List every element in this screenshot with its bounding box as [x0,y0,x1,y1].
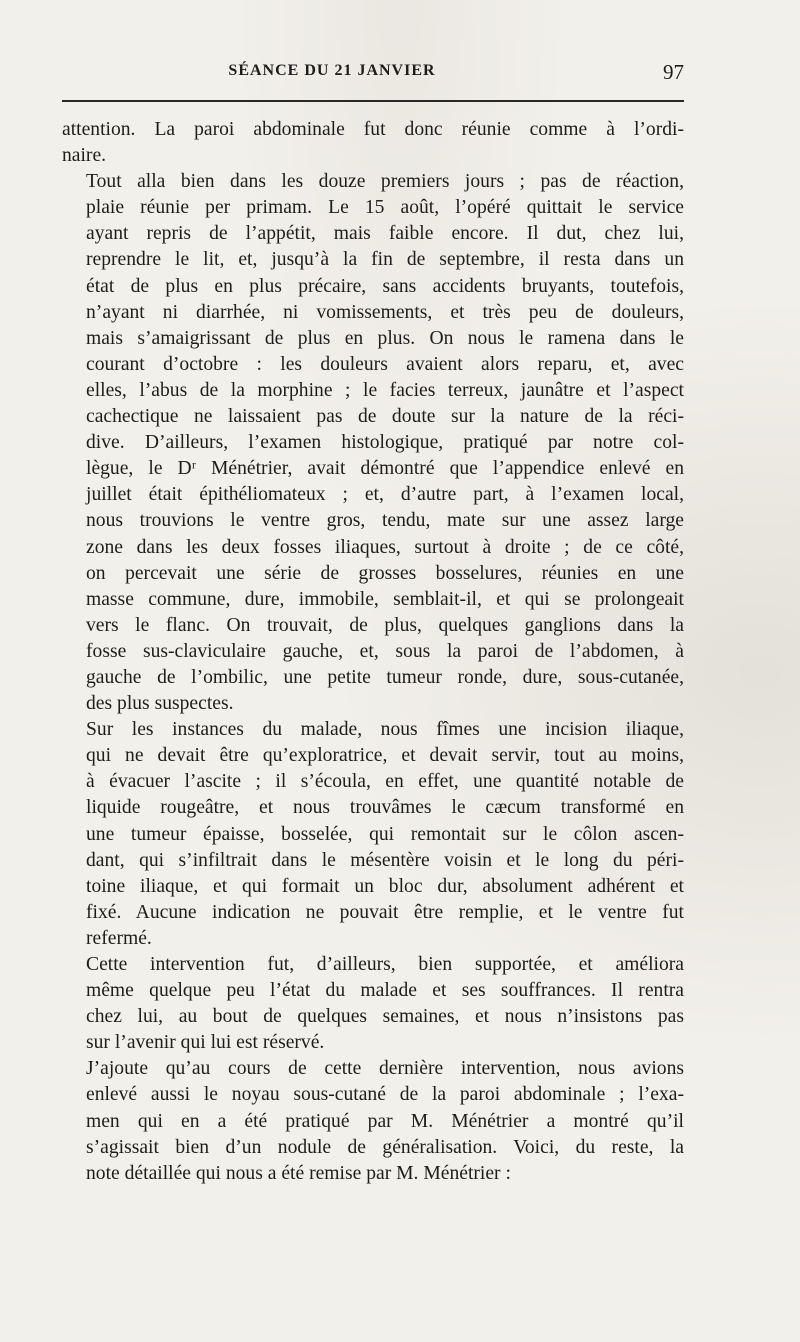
paragraph-5 [62,1056,684,1186]
text-line: des plus suspectes. [86,693,234,715]
paragraph-3 [62,717,684,952]
paragraph-2 [62,169,684,717]
text-line: mais s’amaigrissant de plus en plus. On nous le ramena dans le [86,327,684,349]
text-line: Tout alla bien dans les douze premiers jours ; pas de réaction, [86,171,684,193]
text-line: s’agissait bien d’un nodule de généralisation. Voici, du reste, la [86,1136,684,1158]
text-line: lègue, le Dʳ Ménétrier, avait démontré que l’appendice enlevé en [86,458,684,480]
text-line: plaie réunie per primam. Le 15 août, l’opéré quittait le service [86,197,684,219]
paragraph-4 [62,952,684,1056]
text-line: Cette intervention fut, d’ailleurs, bien supportée, et améliora [86,954,684,975]
text-line: dive. D’ailleurs, l’examen histologique, pratiqué par notre col- [86,432,684,454]
text-line: zone dans les deux fosses iliaques, surtout à droite ; de ce côté, [86,536,684,558]
text-line: chez lui, au bout de quelques semaines, et nous n’insistons pas [86,1006,684,1028]
text-line: masse commune, dure, immobile, semblait-il, et qui se prolongeait [86,588,684,610]
text-line: note détaillée qui nous a été remise par M. Ménétrier : [86,1162,511,1184]
text-line: Sur les instances du malade, nous fîmes une incision iliaque, [86,719,684,741]
text-line: état de plus en plus précaire, sans accidents bruyants, toutefois, [86,275,684,297]
body-text [62,117,684,1187]
text-line: courant d’octobre : les douleurs avaient alors reparu, et, avec [86,353,684,375]
running-title: SÉANCE DU 21 JANVIER [228,62,436,79]
text-line: fosse sus-claviculaire gauche, et, sous la paroi de l’abdomen, à [86,640,684,662]
running-head [62,60,684,88]
text-line: toine iliaque, et qui formait un bloc dur, absolument adhérent et [86,875,684,897]
text-line: enlevé aussi le noyau sous-cutané de la paroi abdominale ; l’exa- [86,1084,684,1106]
text-line: naire. [62,145,107,167]
text-line: juillet était épithéliomateux ; et, d’autre part, à l’examen local, [86,484,684,506]
text-line: n’ayant ni diarrhée, ni vomissements, et très peu de douleurs, [86,301,684,323]
text-line: cachectique ne laissaient pas de doute sur la nature de la réci- [86,406,684,428]
text-line: une tumeur épaisse, bosselée, qui remontait sur le côlon ascen- [86,823,684,845]
text-line: on percevait une série de grosses bosselures, réunies en une [86,562,684,584]
text-line: nous trouvions le ventre gros, tendu, mate sur une assez large [86,510,684,532]
text-line: même quelque peu l’état du malade et ses souffrances. Il rentra [86,980,684,1002]
text-line: J’ajoute qu’au cours de cette dernière intervention, nous avions [86,1058,684,1080]
paragraph-1 [62,117,684,169]
text-line: attention. La paroi abdominale fut donc réunie comme à l’ordi- [62,119,684,140]
text-line: gauche de l’ombilic, une petite tumeur ronde, dure, sous-cutanée, [86,666,684,688]
text-line: liquide rougeâtre, et nous trouvâmes le cæcum transformé en [86,797,684,819]
text-line: ayant repris de l’appétit, mais faible encore. Il dut, chez lui, [86,223,684,245]
text-line: reprendre le lit, et, jusqu’à la fin de septembre, il resta dans un [86,249,684,271]
text-line: à évacuer l’ascite ; il s’écoula, en effet, une quantité notable de [86,771,684,793]
page-number: 97 [663,60,684,84]
text-line: qui ne devait être qu’exploratrice, et devait servir, tout au moins, [86,745,684,767]
header-rule [62,100,684,102]
text-line: fixé. Aucune indication ne pouvait être remplie, et le ventre fut [86,901,684,923]
text-line: dant, qui s’infiltrait dans le mésentère voisin et le long du péri- [86,849,684,871]
text-line: refermé. [86,927,152,949]
text-line: vers le flanc. On trouvait, de plus, quelques ganglions dans la [86,614,684,636]
text-line: elles, l’abus de la morphine ; le facies terreux, jaunâtre et l’aspect [86,379,684,401]
text-line: men qui en a été pratiqué par M. Ménétrier a montré qu’il [86,1110,684,1132]
text-line: sur l’avenir qui lui est réservé. [86,1032,325,1054]
